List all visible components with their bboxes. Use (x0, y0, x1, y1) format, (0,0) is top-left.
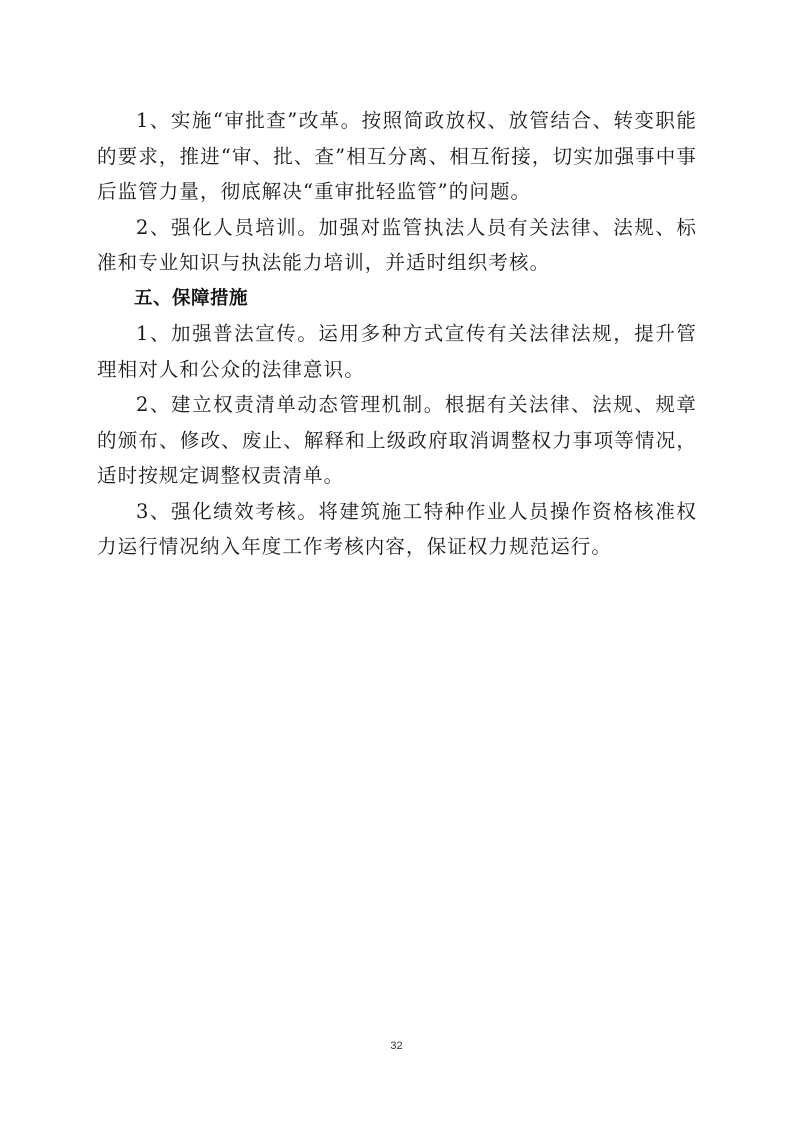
paragraph-dynamic-management: 2、建立权责清单动态管理机制。根据有关法律、法规、规章的颁布、修改、废止、解释和上级政府取消调整权力事项等情况，适时按规定调整权责清单。 (97, 393, 697, 487)
paragraph-publicity: 1、加强普法宣传。运用多种方式宣传有关法律法规，提升管理相对人和公众的法律意识。 (97, 322, 697, 381)
page-number: 32 (390, 1040, 403, 1052)
paragraph-reform: 1、实施“审批查”改革。按照简政放权、放管结合、转变职能的要求，推进“审、批、查”相互分离、相互衔接，切实加强事中事后监管力量，彻底解决“重审批轻监管”的问题。 (97, 109, 697, 203)
paragraph-performance: 3、强化绩效考核。将建筑施工特种作业人员操作资格核准权力运行情况纳入年度工作考核内容，保证权力规范运行。 (97, 499, 697, 558)
section-heading-safeguards: 五、保障措施 (134, 287, 249, 309)
paragraph-training: 2、强化人员培训。加强对监管执法人员有关法律、法规、标准和专业知识与执法能力培训，并适时组织考核。 (97, 215, 697, 274)
document-body (97, 103, 697, 565)
